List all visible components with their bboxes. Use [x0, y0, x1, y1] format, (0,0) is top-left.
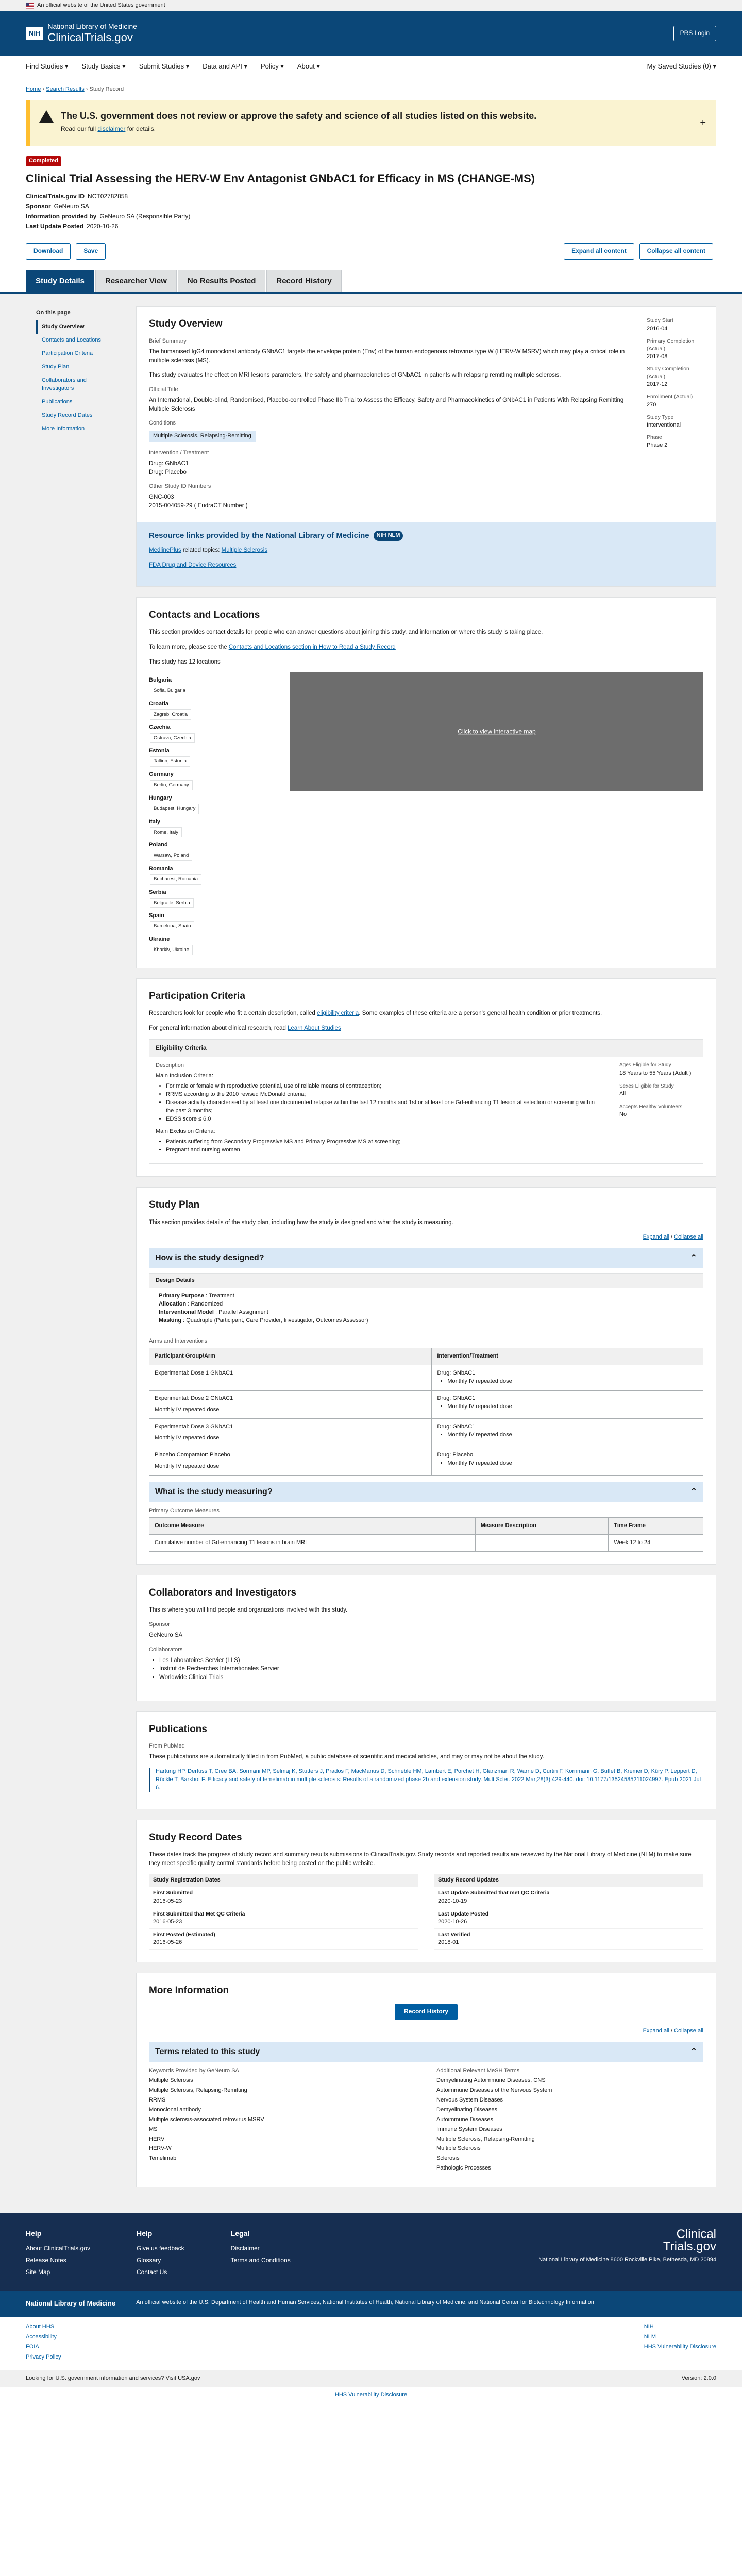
intervention-detail: • Monthly IV repeated dose — [447, 1460, 698, 1468]
eligibility-box: Eligibility Criteria Description Main Inclusion Criteria: • For male or female with reproductive potential, use of reliable means of contraception; • RRMS according to the 2010 revised McDonald criteria; • Disease activity characterised by at least one documented relapse within the last 12 months and 1st or at least one Gd-enhancing T1 lesion at selection or screening within the past 3 months; • EDSS score ≤ 6.0 Main Exclusion Criteria: • Patients suffering from Secondary Progressive MS and Primary Progressive MS at screening; • Pregnant and nursing women Ages Eligible for Study 18 Years to 55 Years (Adult ) Sexes Eligible for Study All Accepts Healthy Volunteers No — [149, 1039, 703, 1164]
location-site[interactable]: Warsaw, Poland — [150, 851, 192, 861]
us-flag-icon — [26, 3, 34, 9]
sidebar-item-publications[interactable]: Publications — [42, 399, 73, 405]
mesh-term-item: Sclerosis — [436, 2155, 460, 2162]
hhs-disclosure-link[interactable]: HHS Vulnerability Disclosure — [334, 2392, 408, 2398]
chevron-up-icon: ⌃ — [690, 1487, 697, 1496]
design-details: Design Details Primary Purpose : Treatment Allocation : Randomized Interventional Model : Parallel Assignment Masking : Quadruple (Participant, Care Provider, Investigator, Outcomes Assessor) — [149, 1273, 703, 1330]
more-info-section: More Information Record History Expand all / Collapse all Terms related to this study ⌃ Keywords Provided by GeNeuro SA Multiple Sclerosis Multiple Sclerosis, Relapsing-Remitting RRMS Monoclonal antibody Multiple sclerosis-associated retrovirus MSRV MS HERV HERV-W Temelimab Additional Relevant MeSH Terms Demyelinating Autoimmune Diseases, CNS Autoimmune Diseases of the Nervous System Nervous System Diseases Demyelinating Diseases Autoimmune Diseases Immune System Diseases Multiple Sclerosis, Relapsing-Remitting Multiple Sclerosis Sclerosis Pathologic Processes — [136, 1973, 716, 2187]
info-provider: GeNeuro SA (Responsible Party) — [99, 212, 191, 220]
main-nav — [0, 56, 742, 78]
sidebar-item-participation[interactable]: Participation Criteria — [42, 350, 93, 357]
site-logo[interactable] — [26, 22, 137, 44]
disclaimer-alert: The U.S. government does not review or approve the safety and science of all studies listed on this website. Read our full disclaimer for details. + — [26, 100, 716, 146]
keyword-item: Multiple sclerosis-associated retrovirus MSRV — [149, 2116, 264, 2123]
footer-column — [231, 2228, 291, 2280]
collapse-all-button[interactable]: Collapse all content — [639, 243, 713, 259]
study-facts: Study Start 2016-04 Primary Completion (Actual) 2017-08 Study Completion (Actual) 2017-12 Enrollment (Actual) 270 Study Type Interventional Phase Phase 2 — [647, 317, 703, 516]
footer-link[interactable]: Site Map — [26, 2268, 50, 2276]
ages-eligible: 18 Years to 55 Years (Adult ) — [619, 1070, 692, 1076]
arm-cell — [149, 1365, 432, 1391]
location-country: Estonia — [149, 748, 170, 754]
last-update: 2020-10-26 — [87, 222, 119, 230]
study-title: Clinical Trial Assessing the HERV-W Env Antagonist GNbAC1 for Efficacy in MS (CHANGE-MS) — [26, 172, 535, 185]
footer-link[interactable]: Terms and Conditions — [230, 2256, 291, 2264]
warning-icon — [39, 110, 54, 123]
locations-map[interactable] — [290, 672, 703, 791]
table-row — [149, 1391, 703, 1419]
inclusion-item: • Disease activity characterised by at least one documented relapse within the last 12 months and 1st or at least one Gd-enhancing T1 lesion at selection or screening within the past 3 months; — [166, 1099, 599, 1115]
footer-link[interactable]: Contact Us — [136, 2268, 167, 2276]
location-item — [149, 779, 278, 790]
disclaimer-link[interactable]: disclaimer — [97, 125, 126, 133]
location-country: Croatia — [149, 701, 168, 707]
primary-completion: 2017-08 — [647, 353, 668, 360]
location-country: Italy — [149, 818, 161, 825]
study-plan-section: Study Plan This section provides details of the study plan, including how the study is designed and what the study is measuring. Expand all / Collapse all How is the study designed? ⌃ Design Details Primary Purpose : Treatment Allocation : Randomized Interventional Model : Parallel Assignment Masking : Quadruple (Participant, Care Provider, Investigator, Outcomes Assessor) Arms and Interventions Participant Group/Arm Intervention/Treatment Experimental: Dose 1 GNbAC1 Drug: GNbAC1 • Monthly IV repeated dose Experimental: Dose 2 GNbAC1 Monthly IV repeated dose Drug: GNbAC1 • Monthly IV repeated dose Experimental: Dose 3 GNbAC1 Monthly IV repeated dose Drug: GNbAC1 • Monthly IV repeated dose Placebo Comparator: Placebo Monthly IV repeated dose Drug: Placebo • Monthly IV repeated dose What is the study measuring? ⌃ Primary Outcome Measures Outcome Measure Measure Description Time Frame Cumulative number of Gd-enhancing T1 lesions in brain MRI Week 12 to 24 — [136, 1187, 716, 1564]
study-completion: 2017-12 — [647, 381, 668, 388]
mesh-term-item: Multiple Sclerosis, Relapsing-Remitting — [436, 2136, 535, 2142]
exclusion-list — [166, 1138, 599, 1155]
inclusion-list — [166, 1082, 599, 1124]
other-id: 2015-004059-29 ( EudraCT Number ) — [149, 503, 248, 510]
chevron-up-icon: ⌃ — [690, 2047, 697, 2056]
collaborators-section: Collaborators and Investigators This is where you will find people and organizations involved with this study. Sponsor GeNeuro SA Collaborators • Les Laboratoires Servier (LLS) • Institut de Recherches Internationales Servier • Worldwide Clinical Trials — [136, 1575, 716, 1701]
contacts-locations-section: Contacts and Locations This section provides contact details for people who can answer questions about joining this study, and information on where this study is taking place. To learn more, please see the Contacts and Locations section in How to Read a Study Record This study has 12 locations Bulgaria Sofia, Bulgaria Croatia Zagreb, Croatia Czechia Ostrava, Czechia Estonia Tallinn, Estonia Germany Berlin, Germany Hungary Budapest, Hungary Italy Rome, Italy Poland Warsaw, Poland Romania Bucharest, Romania Serbia Belgrade, Serbia Spain Barcelona, Spain Ukraine Kharkiv, Ukraine Click to view interactive map — [136, 597, 716, 968]
keyword-item: Multiple Sclerosis — [149, 2077, 193, 2083]
location-site[interactable]: Belgrade, Serbia — [150, 898, 194, 908]
page-content — [0, 294, 742, 2213]
exclusion-item: • Patients suffering from Secondary Progressive MS and Primary Progressive MS at screening; — [166, 1138, 599, 1146]
nlm-footer: National Library of Medicine An official website of the U.S. Department of Health and Human Services, National Institutes of Health, National Library of Medicine, and National Center for Biotechnology Information — [0, 2291, 742, 2317]
arm-name: Placebo Comparator: Placebo — [155, 1451, 230, 1458]
participation-section: Participation Criteria Researchers look for people who fit a certain description, called eligibility criteria. Some examples of these criteria are a person's general health condition or prior treatments. For general information about clinical research, read Learn About Studies Eligibility Criteria Description Main Inclusion Criteria: • For male or female with reproductive potential, use of reliable means of contraception; • RRMS according to the 2010 revised McDonald criteria; • Disease activity characterised by at least one documented relapse within the last 12 months and 1st or at least one Gd-enhancing T1 lesion at selection or screening within the past 3 months; • EDSS score ≤ 6.0 Main Exclusion Criteria: • Patients suffering from Secondary Progressive MS and Primary Progressive MS at screening; • Pregnant and nursing women Ages Eligible for Study 18 Years to 55 Years (Adult ) Sexes Eligible for Study All Accepts Healthy Volunteers No — [136, 978, 716, 1177]
footer-link[interactable]: Release Notes — [26, 2256, 66, 2264]
location-country: Hungary — [149, 794, 172, 801]
other-id: GNC-003 — [149, 494, 174, 501]
location-item — [149, 708, 278, 720]
sidebar-item-more-info[interactable]: More Information — [42, 425, 85, 432]
logo-top-text: National Library of Medicine — [47, 22, 137, 31]
sidebar-item-collaborators[interactable]: Collaborators and Investigators — [42, 377, 87, 392]
participation-title: Participation Criteria — [149, 990, 245, 1002]
nlm-resource-links: Resource links provided by the National Library of Medicine NIH NLM MedlinePlus related topics: Multiple Sclerosis FDA Drug and Device Resources — [137, 522, 716, 586]
keyword-item: Monoclonal antibody — [149, 2106, 201, 2113]
medline-topic-link[interactable]: Multiple Sclerosis — [221, 547, 268, 554]
footer-column — [26, 2228, 90, 2280]
nav-study-basics[interactable]: Study Basics ▾ — [81, 62, 126, 71]
study-header: Completed Clinical Trial Assessing the HERV-W Env Antagonist GNbAC1 for Efficacy in MS (CHANGE-MS) ClinicalTrials.gov ID NCT02782858 Sponsor GeNeuro SA Information provided by GeNeuro SA (Responsible Party) Last Update Posted 2020-10-26 — [0, 146, 742, 231]
publication-item[interactable]: Hartung HP, Derfuss T, Cree BA, Sormani MP, Selmaj K, Stutters J, Prados F, MacManus D, Schneble HM, Lambert E, Porchet H, Glanzman R, Warne D, Curtin F, Kornmann G, Buffet B, Kremer D, Küry P, Leppert D, Rückle T, Barkhof F. Efficacy and safety of temelimab in multiple sclerosis: Results of a randomized phase 2b and extension study. Mult Scler. 2022 Mar;28(3):429-440. doi: 10.1177/13524585211024997. Epub 2021 Jul 6. — [149, 1768, 703, 1792]
expand-all-button[interactable]: Expand all content — [564, 243, 634, 259]
location-item — [149, 685, 278, 696]
location-site[interactable]: Kharkiv, Ukraine — [150, 945, 193, 955]
eligibility-link[interactable]: eligibility criteria — [317, 1010, 359, 1017]
learn-about-studies-link[interactable]: Learn About Studies — [288, 1025, 341, 1031]
more-expand-all[interactable]: Expand all — [643, 2027, 669, 2034]
location-item — [149, 897, 278, 908]
study-plan-title: Study Plan — [149, 1199, 200, 1211]
sidebar-item-record-dates[interactable]: Study Record Dates — [42, 412, 93, 418]
footer-column-title: Help — [26, 2229, 42, 2238]
how-to-read-link[interactable]: Contacts and Locations section in How to Read a Study Record — [228, 644, 396, 650]
footer-link[interactable]: Accessibility — [26, 2333, 57, 2340]
design-accordion[interactable]: How is the study designed? ⌃ — [149, 1248, 703, 1268]
intervention-item: Drug: Placebo — [149, 469, 187, 476]
sexes-eligible: All — [619, 1091, 626, 1097]
site-header — [0, 11, 742, 56]
intervention-detail: • Monthly IV repeated dose — [447, 1378, 698, 1386]
mesh-term-item: Nervous System Diseases — [436, 2096, 503, 2103]
close-icon[interactable]: + — [700, 116, 706, 128]
outcome-table: Outcome Measure Measure Description Time Frame Cumulative number of Gd-enhancing T1 lesions in brain MRI Week 12 to 24 — [149, 1517, 703, 1552]
record-dates-title: Study Record Dates — [149, 1832, 242, 1843]
more-info-title: More Information — [149, 1985, 229, 1996]
intervention-cell — [432, 1365, 703, 1391]
arm-name: Experimental: Dose 1 GNbAC1 — [155, 1370, 233, 1377]
location-country: Serbia — [149, 889, 166, 895]
gov-banner — [0, 0, 742, 11]
mesh-term-item: Pathologic Processes — [436, 2165, 491, 2172]
intervention-name: Drug: GNbAC1 — [437, 1423, 476, 1430]
footer-column-title: Help — [136, 2229, 153, 2238]
location-country: Spain — [149, 912, 164, 919]
keyword-item: RRMS — [149, 2096, 166, 2103]
on-this-page-nav — [36, 306, 113, 2197]
location-site[interactable]: Ostrava, Czechia — [150, 733, 195, 743]
terms-accordion[interactable]: Terms related to this study ⌃ — [149, 2042, 703, 2062]
nav-find-studies[interactable]: Find Studies ▾ — [26, 62, 69, 71]
arm-cell — [149, 1447, 432, 1475]
arm-name: Experimental: Dose 3 GNbAC1 — [155, 1423, 233, 1430]
location-item — [149, 803, 278, 814]
location-item — [149, 920, 278, 931]
table-row: Cumulative number of Gd-enhancing T1 lesions in brain MRI Week 12 to 24 — [149, 1534, 703, 1551]
sidebar-item-study-plan[interactable]: Study Plan — [42, 364, 70, 370]
tab-researcher-view[interactable]: Researcher View — [95, 270, 177, 292]
arm-description: Monthly IV repeated dose — [155, 1435, 220, 1442]
record-history-button[interactable]: Record History — [395, 2004, 458, 2020]
table-row — [149, 1447, 703, 1475]
footer-link[interactable]: About ClinicalTrials.gov — [26, 2244, 90, 2252]
inclusion-item: • RRMS according to the 2010 revised McDonald criteria; — [166, 1091, 599, 1099]
download-button[interactable]: Download — [26, 243, 71, 259]
breadcrumb-search-results[interactable]: Search Results — [46, 86, 85, 92]
intervention-detail: • Monthly IV repeated dose — [447, 1403, 698, 1411]
more-collapse-all[interactable]: Collapse all — [674, 2027, 703, 2034]
status-badge: Completed — [26, 156, 61, 166]
arm-cell — [149, 1419, 432, 1447]
study-overview-section: Study Overview Brief Summary The humanised IgG4 monoclonal antibody GNbAC1 targets the envelope protein (Env) of the human endogenous retrovirus type W (HERV-W MSRV) which may play a critical role in multiple sclerosis (MS). This study evaluates the effect on MRI lesions parameters, the safety and pharmacokinetics of GNbAC1 in patients with relapsing remitting multiple sclerosis. Official Title An International, Double-blind, Randomised, Placebo-controlled Phase IIb Trial to Assess the Efficacy, Safety and Pharmacokinetics of GNbAC1 in Patients With Relapsing Remitting Multiple Sclerosis Conditions Multiple Sclerosis, Relapsing-Remitting Intervention / Treatment Drug: GNbAC1 Drug: Placebo Other Study ID Numbers GNC-003 2015-004059-29 ( EudraCT Number ) Study Start 2016-04 Primary Completion (Actual) 2017-08 Study Completion (Actual) 2017-12 Enrollment (Actual) 270 Study Type Interventional Phase Phase 2 Resource links provided by the National Library of Medicine NIH NLM MedlinePlus related topics: Multiple Sclerosis FDA Drug and Device Resources — [136, 306, 716, 586]
publications-title: Publications — [149, 1723, 207, 1735]
collaborators-title: Collaborators and Investigators — [149, 1587, 297, 1598]
mesh-term-item: Demyelinating Autoimmune Diseases, CNS — [436, 2077, 546, 2083]
location-site[interactable]: Rome, Italy — [150, 827, 182, 838]
keyword-item: HERV — [149, 2136, 165, 2142]
nlm-footer-logo[interactable]: National Library of Medicine — [26, 2299, 116, 2307]
sponsor-name: GeNeuro SA — [149, 1632, 183, 1638]
location-site[interactable]: Bucharest, Romania — [150, 874, 201, 885]
condition-chip[interactable]: Multiple Sclerosis, Relapsing-Remitting — [149, 431, 256, 442]
healthy-volunteers: No — [619, 1111, 627, 1118]
footer-link[interactable]: Glossary — [136, 2256, 161, 2264]
alert-title: The U.S. government does not review or approve the safety and science of all studies listed on this website. — [61, 110, 537, 121]
intervention-item: Drug: GNbAC1 — [149, 461, 189, 467]
tab-study-details[interactable]: Study Details — [26, 270, 94, 292]
study-type: Interventional — [647, 421, 681, 428]
location-list — [149, 672, 278, 955]
intervention-name: Drug: GNbAC1 — [437, 1370, 476, 1377]
intervention-name: Drug: Placebo — [437, 1451, 474, 1458]
gov-banner-text: An official website of the United States government — [37, 2, 165, 9]
registration-dates: Study Registration Dates First Submitted 2016-05-23 First Submitted that Met QC Criteria 2016-05-23 First Posted (Estimated) 2016-05-26 — [149, 1874, 418, 1949]
arm-name: Experimental: Dose 2 GNbAC1 — [155, 1395, 233, 1402]
table-row — [149, 1419, 703, 1447]
contacts-title: Contacts and Locations — [149, 609, 260, 620]
study-start: 2016-04 — [647, 325, 668, 332]
location-site[interactable]: Zagreb, Croatia — [150, 709, 191, 720]
study-sponsor: GeNeuro SA — [54, 202, 89, 210]
plan-expand-all[interactable]: Expand all — [643, 1233, 669, 1240]
footer-link[interactable]: HHS Vulnerability Disclosure — [644, 2344, 716, 2350]
mesh-term-item: Immune System Diseases — [436, 2126, 502, 2132]
medlineplus-link[interactable]: MedlinePlus — [149, 547, 181, 554]
sidebar-title: On this page — [36, 310, 71, 316]
record-dates-section: Study Record Dates These dates track the progress of study record and summary results submissions to ClinicalTrials.gov. Study records and reported results are reviewed by the National Library of Medicine (NLM) to make sure they meet specific quality control standards before being posted on the public website. Study Registration Dates First Submitted 2016-05-23 First Submitted that Met QC Criteria 2016-05-23 First Posted (Estimated) 2016-05-26 Study Record Updates Last Update Submitted that met QC Criteria 2020-10-19 Last Update Posted 2020-10-26 Last Verified 2018-01 — [136, 1820, 716, 1962]
footer-link[interactable]: Disclaimer — [230, 2244, 260, 2252]
footer-link[interactable]: FOIA — [26, 2344, 39, 2350]
nlm-logo: NIH NLM — [374, 531, 403, 541]
footer-link[interactable]: About HHS — [26, 2323, 55, 2330]
location-item — [149, 873, 278, 885]
arm-description: Monthly IV repeated dose — [155, 1463, 220, 1469]
keyword-item: MS — [149, 2126, 158, 2132]
collaborator-item: • Les Laboratoires Servier (LLS) — [159, 1656, 703, 1665]
location-site[interactable]: Budapest, Hungary — [150, 804, 199, 814]
footer-link[interactable]: Privacy Policy — [26, 2354, 61, 2361]
phase: Phase 2 — [647, 442, 668, 448]
collaborator-list — [159, 1656, 703, 1682]
breadcrumb-home[interactable]: Home — [26, 86, 41, 92]
nav-about[interactable]: About ▾ — [297, 62, 320, 71]
nav-submit-studies[interactable]: Submit Studies ▾ — [139, 62, 190, 71]
map-link[interactable]: Click to view interactive map — [458, 727, 536, 735]
location-country: Romania — [149, 865, 173, 872]
site-footer — [0, 2213, 742, 2290]
keyword-item: HERV-W — [149, 2145, 172, 2152]
fda-resources-link[interactable]: FDA Drug and Device Resources — [149, 562, 237, 569]
nih-logo-mark: NIH — [26, 27, 43, 41]
sidebar-item-study-overview[interactable]: Study Overview — [36, 320, 113, 334]
collaborator-item: • Institut de Recherches Internationales Servier — [159, 1665, 703, 1673]
location-country: Czechia — [149, 724, 171, 731]
breadcrumb-current: Study Record — [89, 86, 124, 92]
plan-collapse-all[interactable]: Collapse all — [674, 1233, 703, 1240]
location-country: Bulgaria — [149, 677, 172, 684]
intervention-cell — [432, 1447, 703, 1475]
arms-table: Participant Group/Arm Intervention/Treatment Experimental: Dose 1 GNbAC1 Drug: GNbAC1 • Monthly IV repeated dose Experimental: Dose 2 GNbAC1 Monthly IV repeated dose Drug: GNbAC1 • Monthly IV repeated dose Experimental: Dose 3 GNbAC1 Monthly IV repeated dose Drug: GNbAC1 • Monthly IV repeated dose Placebo Comparator: Placebo Monthly IV repeated dose Drug: Placebo • Monthly IV repeated dose — [149, 1348, 703, 1475]
inclusion-item: • For male or female with reproductive potential, use of reliable means of contraception; — [166, 1082, 599, 1091]
location-item — [149, 826, 278, 838]
table-row — [149, 1365, 703, 1391]
study-id: NCT02782858 — [88, 192, 128, 200]
location-site[interactable]: Barcelona, Spain — [150, 921, 194, 931]
location-country: Ukraine — [149, 936, 170, 943]
record-tabs — [0, 270, 742, 294]
saved-studies-link[interactable]: My Saved Studies (0) ▾ — [647, 62, 716, 71]
tab-no-results[interactable]: No Results Posted — [178, 270, 266, 292]
brief-summary-1: The humanised IgG4 monoclonal antibody GNbAC1 targets the envelope protein (Env) of the human endogenous retrovirus type W (HERV-W MSRV) which may play a critical role in multiple sclerosis (MS). — [149, 348, 625, 364]
location-item — [149, 944, 278, 955]
nav-policy[interactable]: Policy ▾ — [261, 62, 284, 71]
collaborator-item: • Worldwide Clinical Trials — [159, 1673, 703, 1682]
intervention-cell — [432, 1419, 703, 1447]
record-updates: Study Record Updates Last Update Submitted that met QC Criteria 2020-10-19 Last Update Posted 2020-10-26 Last Verified 2018-01 — [434, 1874, 703, 1949]
tab-record-history[interactable]: Record History — [266, 270, 342, 292]
arm-cell — [149, 1391, 432, 1419]
footer-link[interactable]: NLM — [644, 2333, 656, 2340]
mesh-term-item: Autoimmune Diseases of the Nervous System — [436, 2087, 552, 2093]
sidebar-item-contacts[interactable]: Contacts and Locations — [42, 337, 101, 344]
measure-accordion[interactable]: What is the study measuring? ⌃ — [149, 1482, 703, 1502]
overview-title: Study Overview — [149, 318, 223, 330]
official-title: An International, Double-blind, Randomised, Placebo-controlled Phase IIb Trial to Assess the Efficacy, Safety and Pharmacokinetics of GNbAC1 in Patients With Relapsing Remitting Multiple Sclerosis — [149, 397, 624, 412]
location-country: Germany — [149, 771, 174, 778]
main-column — [136, 306, 716, 2197]
gov-info-bar: Looking for U.S. government information and services? Visit USA.gov Version: 2.0.0 — [0, 2370, 742, 2387]
breadcrumb: Home › Search Results › Study Record — [26, 86, 124, 92]
location-site[interactable]: Berlin, Germany — [150, 780, 193, 790]
location-site[interactable]: Sofia, Bulgaria — [150, 686, 189, 696]
location-count: This study has 12 locations — [149, 658, 221, 665]
footer-column — [137, 2228, 184, 2280]
intervention-cell — [432, 1391, 703, 1419]
arm-description: Monthly IV repeated dose — [155, 1406, 220, 1413]
save-button[interactable]: Save — [76, 243, 106, 259]
footer-links — [0, 2317, 742, 2371]
keyword-item: Multiple Sclerosis, Relapsing-Remitting — [149, 2087, 247, 2093]
footer-link[interactable]: NIH — [644, 2323, 654, 2330]
mesh-term-item: Demyelinating Diseases — [436, 2106, 497, 2113]
inclusion-item: • EDSS score ≤ 6.0 — [166, 1115, 599, 1124]
nav-data-api[interactable]: Data and API ▾ — [203, 62, 248, 71]
location-item — [149, 755, 278, 767]
chevron-up-icon: ⌃ — [690, 1253, 697, 1262]
prs-login-button[interactable]: PRS Login — [673, 26, 716, 41]
footer-link[interactable]: Give us feedback — [136, 2244, 184, 2252]
location-site[interactable]: Tallinn, Estonia — [150, 756, 190, 767]
brief-summary-2: This study evaluates the effect on MRI lesions parameters, the safety and pharmacokinetics of GNbAC1 in patients with relapsing remitting multiple sclerosis. — [149, 372, 561, 379]
footer-column-title: Legal — [230, 2229, 250, 2238]
mesh-term-item: Autoimmune Diseases — [436, 2116, 494, 2123]
keywords-list: Keywords Provided by GeNeuro SA Multiple Sclerosis Multiple Sclerosis, Relapsing-Remitting RRMS Monoclonal antibody Multiple sclerosis-associated retrovirus MSRV MS HERV HERV-W Temelimab — [149, 2067, 416, 2174]
intervention-name: Drug: GNbAC1 — [437, 1395, 476, 1402]
mesh-term-item: Multiple Sclerosis — [436, 2145, 481, 2152]
footer-brand: Clinical Trials.gov National Library of Medicine 8600 Rockville Pike, Bethesda, MD 20894 — [538, 2227, 716, 2263]
record-actions — [0, 232, 742, 259]
logo-bottom-text: ClinicalTrials.gov — [47, 31, 133, 44]
exclusion-item: • Pregnant and nursing women — [166, 1146, 599, 1155]
location-item — [149, 850, 278, 861]
publications-section: Publications From PubMed These publications are automatically filled in from PubMed, a public database of scientific and medical articles, and may or may not be about the study. Hartung HP, Derfuss T, Cree BA, Sormani MP, Selmaj K, Stutters J, Prados F, MacManus D, Schneble HM, Lambert E, Porchet H, Glanzman R, Warne D, Curtin F, Kornmann G, Buffet B, Kremer D, Küry P, Leppert D, Rückle T, Barkhof F. Efficacy and safety of temelimab in multiple sclerosis: Results of a randomized phase 2b and extension study. Mult Scler. 2022 Mar;28(3):429-440. doi: 10.1177/13524585211024997. Epub 2021 Jul 6. — [136, 1711, 716, 1809]
mesh-terms-list: Additional Relevant MeSH Terms Demyelinating Autoimmune Diseases, CNS Autoimmune Diseases of the Nervous System Nervous System Diseases Demyelinating Diseases Autoimmune Diseases Immune System Diseases Multiple Sclerosis, Relapsing-Remitting Multiple Sclerosis Sclerosis Pathologic Processes — [436, 2067, 703, 2174]
enrollment: 270 — [647, 401, 656, 408]
location-item — [149, 732, 278, 743]
intervention-detail: • Monthly IV repeated dose — [447, 1431, 698, 1439]
keyword-item: Temelimab — [149, 2155, 177, 2162]
location-country: Poland — [149, 842, 168, 849]
